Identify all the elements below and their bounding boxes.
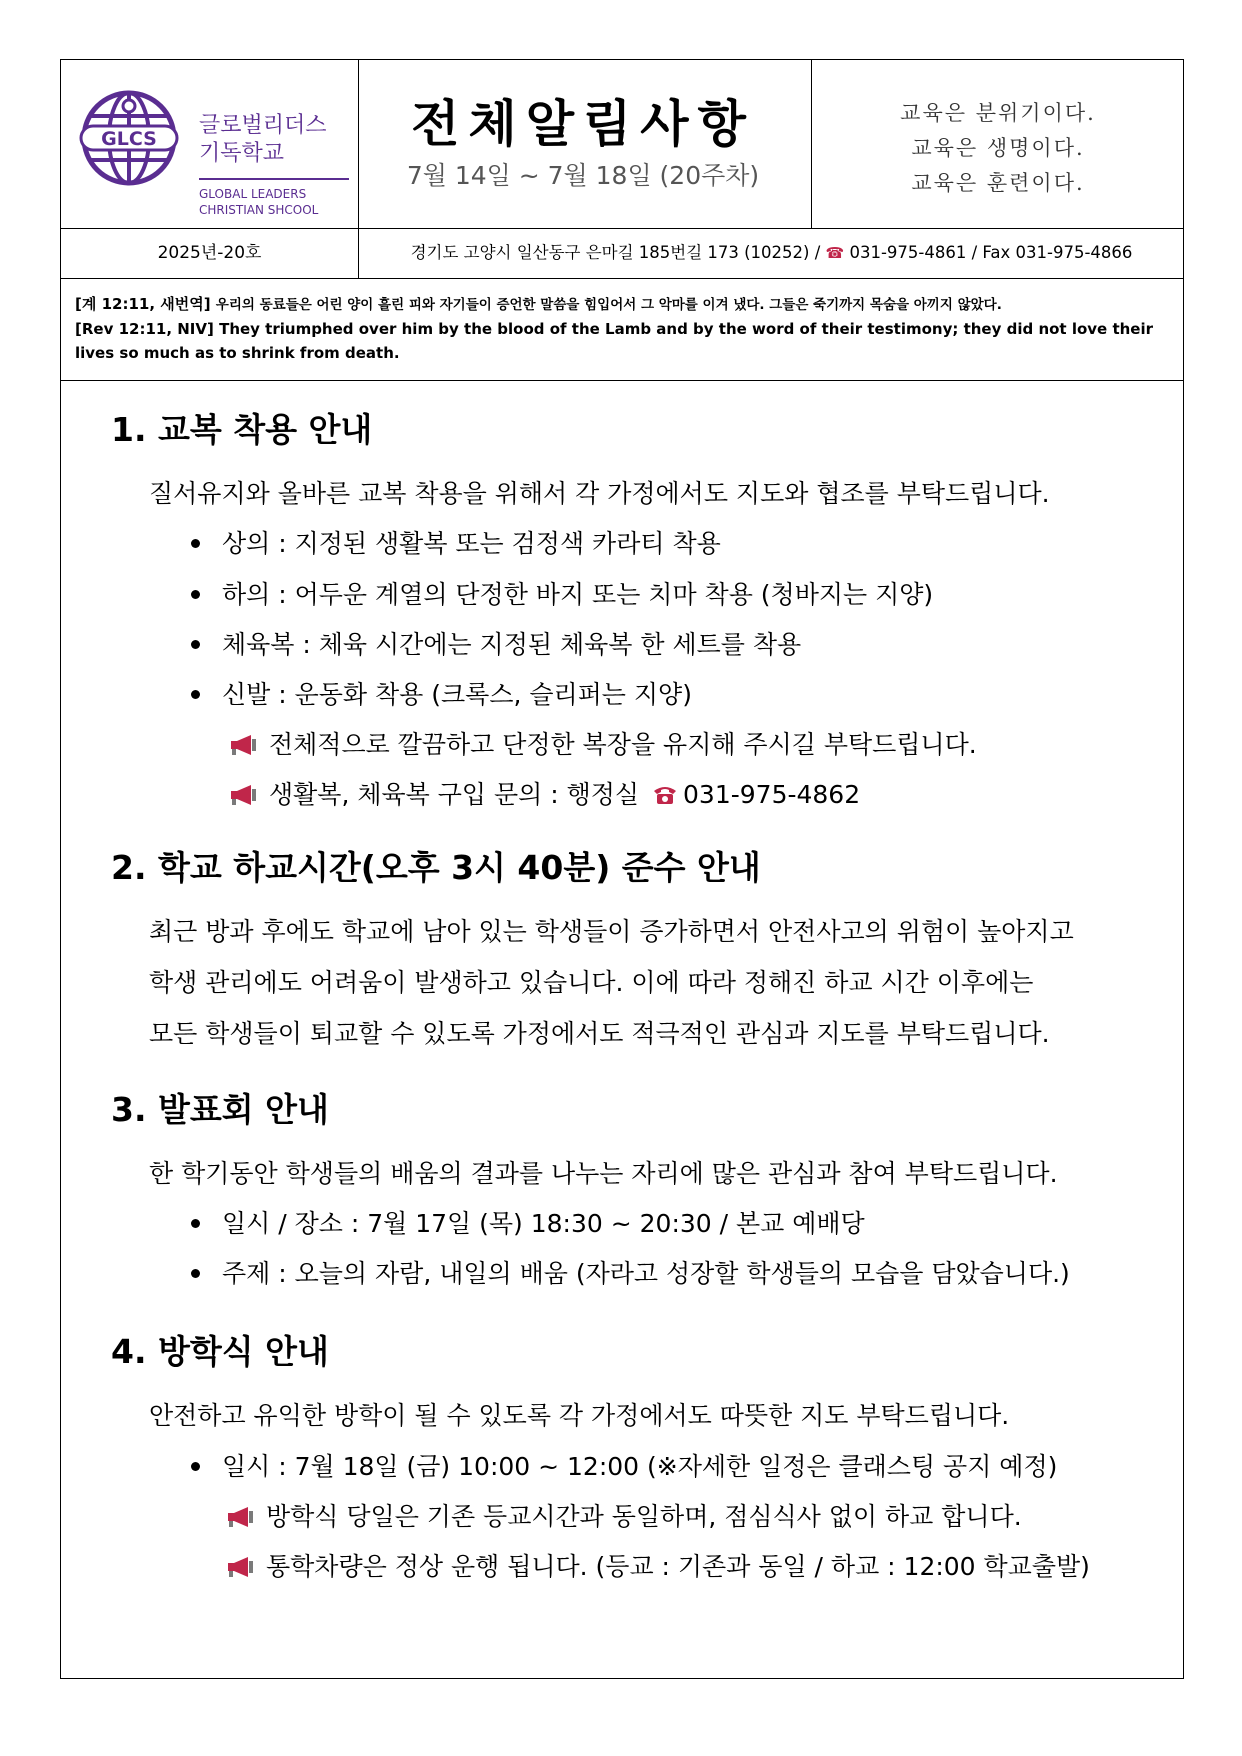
divider	[61, 380, 1183, 381]
list-item-text: 상의 : 지정된 생활복 또는 검정색 카라티 착용	[222, 529, 721, 558]
motto	[811, 96, 1185, 201]
bullet-icon	[191, 590, 200, 599]
list-item	[191, 1207, 865, 1241]
address-line	[358, 228, 1185, 278]
phone-icon: ☎	[825, 244, 845, 262]
issue-number: 2025년-20호	[157, 243, 262, 263]
logo-name-en	[199, 186, 318, 218]
list-item-text: 하의 : 어두운 계열의 단정한 바지 또는 치마 착용 (청바지는 지양)	[222, 580, 934, 609]
week-range: 7월 14일 ~ 7월 18일 (20주차)	[406, 161, 760, 190]
school-logo	[79, 82, 349, 217]
verse-en-text: They triumphed over him by the blood of the Lamb and by the word of their testimony; they did not love their lives so much as to shrink from death.	[75, 320, 1154, 362]
section-title: 4. 방학식 안내	[111, 1332, 329, 1371]
megaphone-icon	[226, 1506, 256, 1528]
note-text: 생활복, 체육복 구입 문의 : 행정실	[269, 780, 640, 809]
list-item	[191, 527, 721, 561]
list-item	[191, 628, 801, 662]
note-text: 전체적으로 깔끔하고 단정한 복장을 유지해 주시길 부탁드립니다.	[269, 730, 977, 759]
motto-line: 교육은 분위기이다.	[900, 101, 1096, 125]
section-intro: 안전하고 유익한 방학이 될 수 있도록 각 가정에서도 따뜻한 지도 부탁드립니다.	[149, 1401, 1010, 1430]
list-item-text: 체육복 : 체육 시간에는 지정된 체육복 한 세트를 착용	[222, 630, 802, 659]
divider	[61, 278, 1183, 279]
section-title: 1. 교복 착용 안내	[111, 410, 373, 449]
bullet-icon	[191, 1219, 200, 1228]
note-text: 방학식 당일은 기존 등교시간과 동일하며, 점심식사 없이 하교 합니다.	[266, 1502, 1022, 1531]
section-title: 2. 학교 하교시간(오후 3시 40분) 준수 안내	[111, 848, 761, 887]
paragraph-line: 모든 학생들이 퇴교할 수 있도록 가정에서도 적극적인 관심과 지도를 부탁드립니다.	[149, 1019, 1050, 1048]
logo-rule	[199, 178, 349, 180]
note-item	[226, 1500, 1022, 1534]
phone-icon	[651, 783, 679, 805]
megaphone-icon	[229, 734, 259, 756]
logo-name-ko-line: 기독학교	[199, 141, 285, 166]
section-paragraph	[149, 906, 1159, 1059]
section-intro: 질서유지와 올바른 교복 착용을 위해서 각 가정에서도 지도와 협조를 부탁드립니다.	[149, 479, 1050, 508]
globe-icon	[79, 88, 179, 188]
note-item	[226, 1550, 1090, 1584]
list-item	[191, 678, 692, 712]
bible-verse	[75, 292, 1171, 365]
bullet-icon	[191, 1269, 200, 1278]
logo-name-en-line: GLOBAL LEADERS	[199, 187, 307, 201]
logo-badge: GLCS	[101, 128, 157, 150]
contact-numbers: 031-975-4861 / Fax 031-975-4866	[849, 243, 1133, 262]
verse-en-ref: [Rev 12:11, NIV]	[75, 320, 214, 338]
list-item-text: 신발 : 운동화 착용 (크록스, 슬리퍼는 지양)	[222, 680, 692, 709]
section-intro: 한 학기동안 학생들의 배움의 결과를 나누는 자리에 많은 관심과 참여 부탁드립니다.	[149, 1159, 1058, 1188]
page-title: 전체알림사항	[411, 95, 755, 153]
logo-name-en-line: CHRISTIAN SHCOOL	[199, 203, 319, 217]
list-item-text: 주제 : 오늘의 자람, 내일의 배움 (자라고 성장할 학생들의 모습을 담았습니다.)	[222, 1259, 1070, 1288]
address-text: 경기도 고양시 일산동구 은마길 185번길 173 (10252) /	[410, 243, 821, 262]
motto-line: 교육은 생명이다.	[911, 136, 1085, 160]
megaphone-icon	[229, 784, 259, 806]
bullet-icon	[191, 640, 200, 649]
paragraph-line: 최근 방과 후에도 학교에 남아 있는 학생들이 증가하면서 안전사고의 위험이 높아지고	[149, 917, 1074, 946]
verse-ko-ref: [계 12:11, 새번역]	[75, 295, 211, 313]
list-item-text: 일시 : 7월 18일 (금) 10:00 ~ 12:00 (※자세한 일정은 클래스팅 공지 예정)	[222, 1452, 1058, 1481]
note-text: 통학차량은 정상 운행 됩니다. (등교 : 기존과 동일 / 하교 : 12:00 학교출발)	[266, 1552, 1090, 1581]
logo-name-ko	[199, 112, 327, 168]
list-item-text: 일시 / 장소 : 7월 17일 (목) 18:30 ~ 20:30 / 본교 예배당	[222, 1209, 865, 1238]
list-item	[191, 1450, 1057, 1484]
motto-line: 교육은 훈련이다.	[911, 171, 1085, 195]
list-item	[191, 1257, 1070, 1291]
bullet-icon	[191, 539, 200, 548]
note-item	[229, 728, 977, 762]
newsletter-frame	[60, 59, 1184, 1679]
section-title: 3. 발표회 안내	[111, 1090, 329, 1129]
note-phone: 031-975-4862	[683, 780, 861, 809]
logo-name-ko-line: 글로벌리더스	[199, 113, 327, 138]
note-item	[229, 778, 860, 812]
list-item	[191, 578, 933, 612]
paragraph-line: 학생 관리에도 어려움이 발생하고 있습니다. 이에 따라 정해진 하교 시간 이후에는	[149, 968, 1034, 997]
megaphone-icon	[226, 1556, 256, 1578]
bullet-icon	[191, 1462, 200, 1471]
verse-ko-text: 우리의 동료들은 어린 양이 흘린 피와 자기들이 증언한 말씀을 힘입어서 그 악마를 이겨 냈다. 그들은 죽기까지 목숨을 아끼지 않았다.	[215, 297, 1002, 313]
bullet-icon	[191, 690, 200, 699]
